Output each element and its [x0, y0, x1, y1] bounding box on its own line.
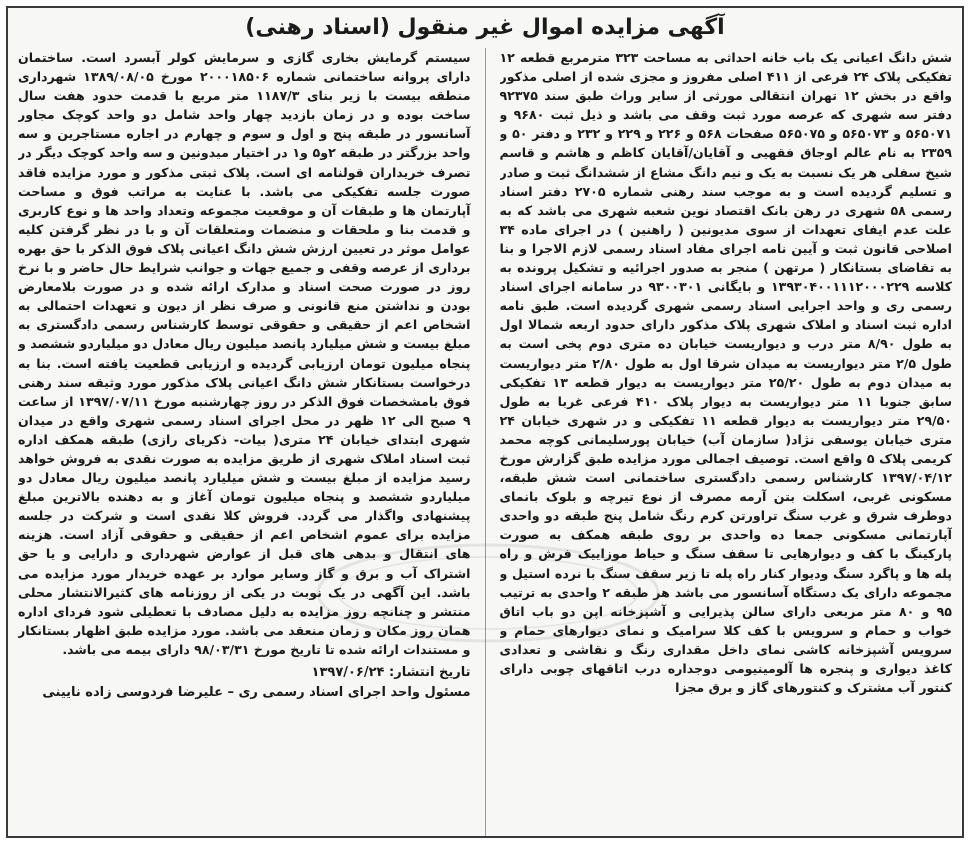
notice-body: [18, 48, 952, 836]
column-divider: [485, 48, 486, 836]
signature: مسئول واحد اجرای اسناد رسمی ری – علیرضا فردوسی زاده نایینی: [42, 685, 471, 700]
notice-title: آگهی مزایده اموال غیر منقول (اسناد رهنی): [245, 15, 725, 40]
publish-date-row: [18, 663, 471, 683]
left-column: [18, 48, 471, 836]
right-column: [500, 48, 953, 836]
right-column-text: شش دانگ اعیانی یک باب خانه احداثی به مساحت ۳۲۳ مترمربع قطعه ۱۲ تفکیکی پلاک ۲۴ فرعی از ۴۱۱ اصلی مفروز و مجزی شده از اصلی مذکور واقع در بخش ۱۲ تهران انتقالی مورثی از سایر وراث طبق سند ۹۲۳۷۵ دفتر سه شهری که عرصه مورد ثبت وقف می باشد و ذیل ثبت ۹۶۸۰ و ۵۶۵۰۷۱ و ۵۶۵۰۷۳ و ۵۶۵۰۷۵ صفحات ۵۶۸ و ۲۲۶ و ۲۲۹ و ۲۳۲ و دفتر ۵۰ و ۲۳۵۹ به نام عالم اوجاق فقهیی و آقایان/آقایان کاظم و هاشم و قاسم شیخ سفلی هر یک نسبت به یک و نیم دانگ مشاع از ششدانگ ثبت و صادر و تسلیم گردیده است و به موجب سند رهنی شماره ۲۷۰۵ دفتر اسناد رسمی ۵۸ شهری در رهن بانک اقتصاد نوین شعبه شهری می باشد که به علت عدم ایفای تعهدات از سوی مدیونین ( راهنین ) در اجرای ماده ۳۴ اصلاحی قانون ثبت و آیین نامه اجرای مفاد اسناد رسمی لازم الاجرا و بنا به تقاضای بستانکار ( مرتهن ) منجر به صدور اجرائیه و تشکیل پرونده به کلاسه ۱۳۹۳۰۴۰۰۱۱۱۲۰۰۰۲۲۹ و بایگانی ۹۳۰۰۳۰۱ در سامانه اجرای اسناد رسمی ری و واحد اجرایی اسناد رسمی شهری گردیده است. طبق نامه اداره ثبت اسناد و املاک شهری پلاک مذکور دارای حدود اربعه شمالا اول به طول ۸/۹۰ متر درب و دیواریست خیابان ده متری دوم پخی است به طول ۲/۵ متر دیواریست به میدان شرقا اول به طول ۲/۸۰ متر دیواریست به میدان دوم به طول ۲۵/۲۰ متر دیواریست به دیوار قطعه ۱۳ تفکیکی سابق جنوبا ۱۱ متر دیواریست به دیوار پلاک ۴۱۰ فرعی غربا به طول ۲۹/۵۰ متر دیواریست به دیوار قطعه ۱۱ تفکیکی و در شهری خیابان ۲۴ متری خیابان یوسفی نژاد( سازمان آب) خیابان پورسلیمانی کوچه محمد کریمی پلاک ۵ واقع است. توصیف اجمالی مورد مزایده طبق گزارش مورخ ۱۳۹۷/۰۴/۱۲ کارشناس رسمی دادگستری ساختمانی است شش طبقه، مسکونی غربی، اسکلت بتن آرمه مصرف از نوع تیرچه و بلوک بانمای دوطرف شرق و غرب سنگ تراورتن کرم رنگ شامل پنج طبقه دو واحدی آپارتمانی مسکونی جمعا ده واحدی بر روی طبقه همکف به صورت پارکینگ با کف و دیوارهایی تا سقف سنگ و حیاط موزاییک فرش و راه پله ها و پاگرد سنگ ودیوار کنار راه پله تا زیر سقف سنگ با نرده استیل و مجموعه دارای یک دستگاه آسانسور می باشد هر طبقه ۲ واحدی به ترتیب ۹۵ و ۸۰ متر مربعی دارای سالن پذیرایی و آشپزخانه اپن دو باب اتاق خواب و حمام و سرویس با کف کلا سرامیک و نمای دیوارهای حمام و سرویس آشپزخانه کاشی نمای داخل مقداری رنگ و نقاشی و تعدادی کاغذ دیواری و پنجره ها آلومینیومی دوجداره درب اتاقهای چوبی دارای کنتور آب مشترک و کنتورهای گاز و برق مجزا: [499, 50, 952, 696]
left-column-text: سیستم گرمایش بخاری گازی و سرمایش کولر آبسرد است. ساختمان دارای پروانه ساختمانی شماره ۲۰۰۰۱۸۵۰۶ مورخ ۱۳۸۹/۰۸/۰۵ شهرداری منطقه بیست با زیر بنای ۱۱۸۷/۳ متر مربع با قدمت حدود هفت سال ساخت بوده و در زمان بازدید چهار واحد شامل دو واحد کوچک مجاور آسانسور در طبقه پنج و اول و سوم و چهارم در اجاره مستاجرین و سه واحد بزرگتر در طبقه ۲و۵ و۱ در اختیار میدونین و سه واحد کوچک دیگر در تصرف خریداران قولنامه ای است. پلاک ثبتی مذکور و مورد مزایده فاقد صورت جلسه تفکیکی می باشد. با عنایت به مراتب فوق و مساحت آپارتمان ها و طبقات آن و موقعیت مجموعه وتعداد واحد ها و نوع کاربری و قدمت بنا و ملحقات و منضمات ومتعلقات آن و با در نظر گرفتن کلیه عوامل موثر در تعیین ارزش شش دانگ اعیانی پلاک فوق الذکر با حق بهره برداری از عرصه وقفی و جمیع جهات و جوانب شرایط حال حاضر و با نرخ روز در صورت صحت اسناد و مدارک ارائه شده و در صورت بلامعارض بودن و نداشتن منع قانونی و صرف نظر از دیون و تعهدات احتمالی به اشخاص اعم از حقیقی و حقوقی توسط کارشناس رسمی دادگستری به مبلغ بیست و شش میلیارد پانصد میلیون ریال معادل دو میلیاردو ششصد و پنجاه میلیون تومان ارزیابی گردیده و ارزیابی قطعیت یافته است. بنا به درخواست بستانکار شش دانگ اعیانی پلاک مذکور مورد وثیقه سند رهنی فوق بامشخصات فوق الذکر در روز چهارشنبه مورخ ۱۳۹۷/۰۷/۱۱ از ساعت ۹ صبح الی ۱۲ ظهر در محل اجرای اسناد رسمی شهری واقع در میدان شهری ابتدای خیابان ۲۴ متری( بیات- ذکریای رازی) طبقه همکف اداره ثبت اسناد املاک شهری از طریق مزایده به صورت نقدی به فروش خواهد رسید مزایده از مبلغ بیست و شش میلیارد پانصد میلیون ریال معادل دو میلیاردو ششصد و پنجاه میلیون تومان آغاز و به دهنده بالاترین مبلغ پیشنهادی واگذار می گردد. فروش کلا نقدی است و شرکت در جلسه مزایده برای عموم اشخاص اعم از حقیقی و حقوقی آزاد است. هزینه های انتقال و بدهی های قبل از عوارض شهرداری و دارایی و یا حق اشتراک آب و برق و گاز وسایر موارد بر عهده خریدار مورد مزایده می باشد. این آگهی در یک نوبت در یکی از روزنامه های کثیرالانتشار محلی منتشر و چنانچه روز مزایده به دلیل مصادف با تعطیلی شود فردای اداره همان روز مکان و زمان منعقد می باشد. مورد مزایده طبق اظهار بستانکار و مستندات ارائه شده تا تاریخ مورخ ۹۸/۰۳/۳۱ دارای بیمه می باشد.: [18, 50, 471, 657]
publish-date: ۱۳۹۷/۰۶/۲۴: [311, 665, 385, 680]
auction-notice: [6, 6, 964, 838]
notice-footer: [18, 663, 471, 703]
publish-label: تاریخ انتشار:: [389, 665, 471, 680]
